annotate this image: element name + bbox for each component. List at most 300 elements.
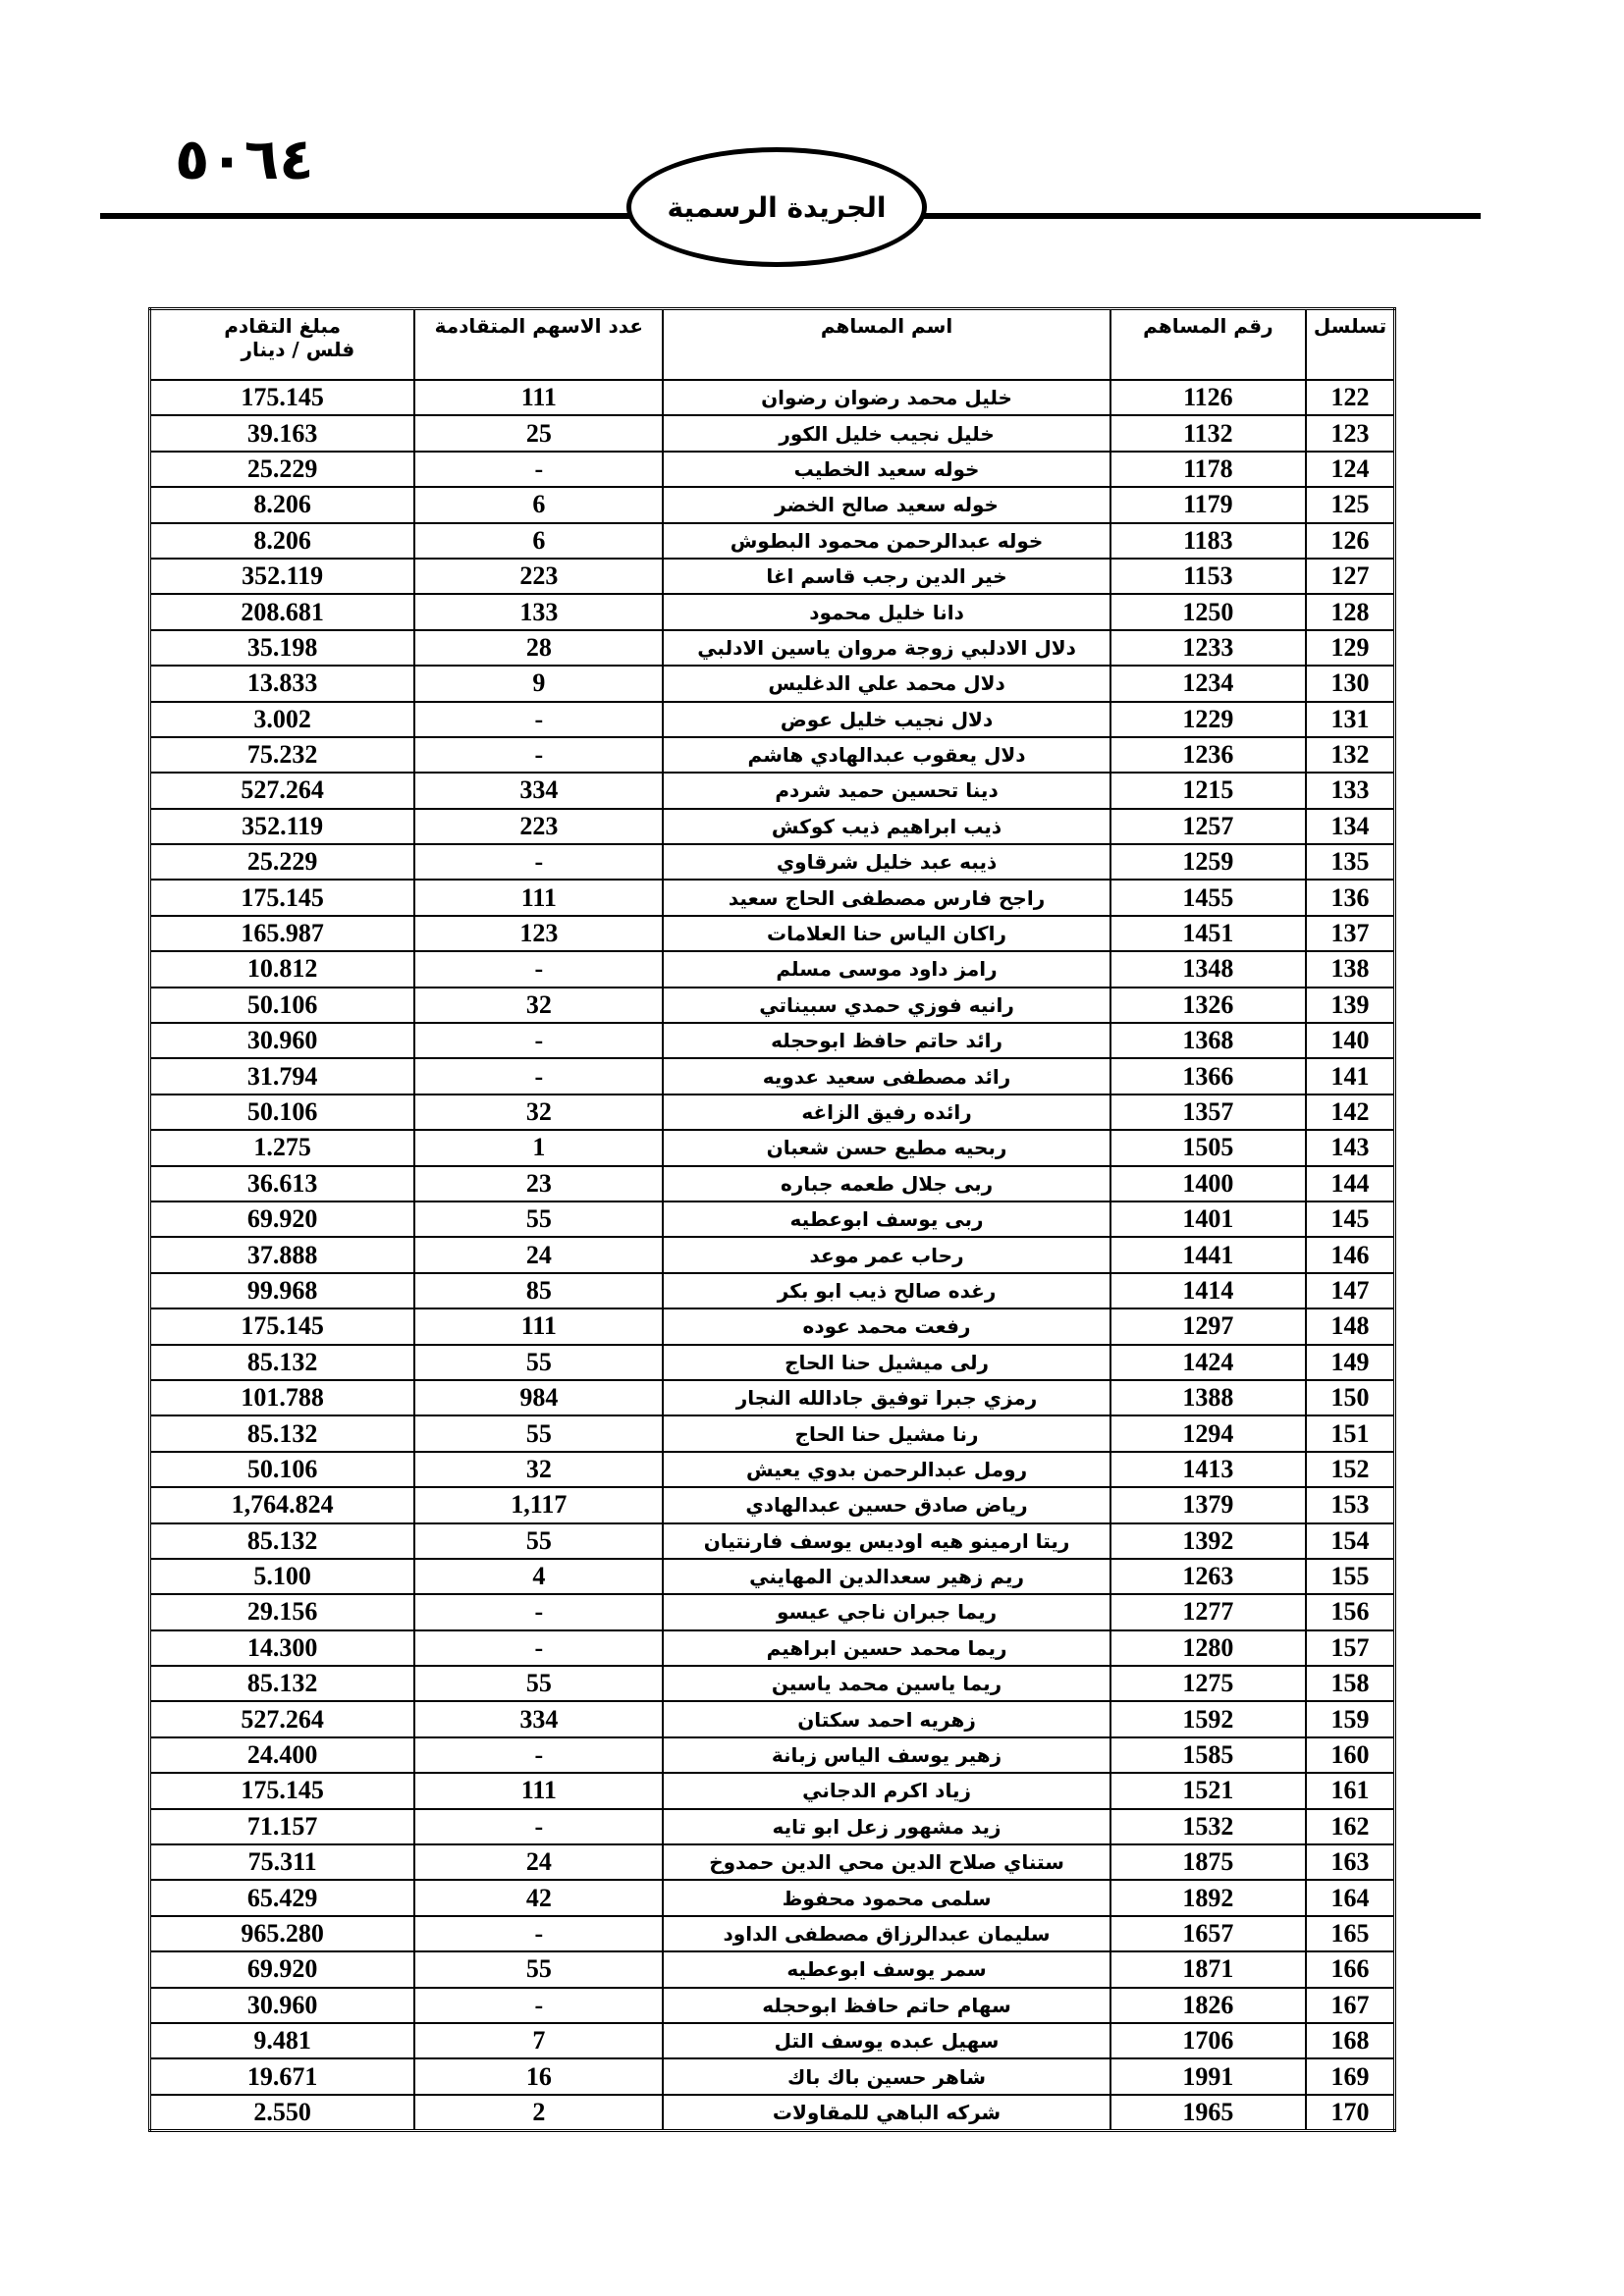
cell-shareholder-name: دينا تحسين حميد شردم (663, 773, 1110, 808)
cell-serial: 151 (1306, 1415, 1394, 1451)
cell-shareholder-number: 1153 (1110, 559, 1306, 594)
cell-shareholder-name: رمزي جبرا توفيق جادالله النجار (663, 1380, 1110, 1415)
cell-amount: 29.156 (150, 1594, 415, 1629)
cell-serial: 126 (1306, 523, 1394, 559)
table-row (150, 702, 1395, 737)
cell-amount: 30.960 (150, 1023, 415, 1058)
table-row (150, 988, 1395, 1023)
cell-shares-count: 24 (414, 1237, 663, 1272)
cell-shares-count: 133 (414, 594, 663, 629)
cell-shareholder-number: 1275 (1110, 1666, 1306, 1701)
cell-shareholder-name: سهام حاتم حافظ ابوحجله (663, 1988, 1110, 2023)
cell-shares-count: - (414, 452, 663, 487)
cell-shareholder-number: 1826 (1110, 1988, 1306, 2023)
cell-shares-count: 111 (414, 880, 663, 915)
col-shareholder-name: اسم المساهم (663, 309, 1110, 381)
table-row (150, 2095, 1395, 2131)
cell-amount: 75.311 (150, 1844, 415, 1880)
cell-shareholder-number: 1132 (1110, 415, 1306, 451)
cell-serial: 159 (1306, 1701, 1394, 1736)
cell-shares-count: - (414, 1594, 663, 1629)
cell-shareholder-name: دلال الادلبي زوجة مروان ياسين الادلبي (663, 630, 1110, 666)
col-amount (150, 309, 415, 381)
cell-serial: 163 (1306, 1844, 1394, 1880)
cell-shares-count: 984 (414, 1380, 663, 1415)
cell-shareholder-name: سليمان عبدالرزاق مصطفى الداود (663, 1916, 1110, 1951)
cell-serial: 167 (1306, 1988, 1394, 2023)
cell-amount: 30.960 (150, 1988, 415, 2023)
cell-shareholder-number: 1277 (1110, 1594, 1306, 1629)
cell-serial: 153 (1306, 1487, 1394, 1522)
col-shares-count: عدد الاسهم المتقادمة (414, 309, 663, 381)
cell-shareholder-number: 1257 (1110, 809, 1306, 844)
cell-shares-count: 223 (414, 559, 663, 594)
cell-shares-count: 32 (414, 1095, 663, 1130)
cell-shares-count: 16 (414, 2058, 663, 2094)
cell-amount: 352.119 (150, 559, 415, 594)
cell-shares-count: - (414, 951, 663, 987)
cell-serial: 131 (1306, 702, 1394, 737)
cell-amount: 965.280 (150, 1916, 415, 1951)
cell-serial: 148 (1306, 1308, 1394, 1344)
cell-amount: 5.100 (150, 1559, 415, 1594)
cell-shareholder-name: رلى ميشيل حنا الحاج (663, 1345, 1110, 1380)
cell-amount: 25.229 (150, 844, 415, 880)
table-row (150, 773, 1395, 808)
cell-shareholder-name: رامز داود موسى مسلم (663, 951, 1110, 987)
cell-shareholder-number: 1401 (1110, 1201, 1306, 1237)
cell-shareholder-number: 1991 (1110, 2058, 1306, 2094)
table-row (150, 844, 1395, 880)
cell-shareholder-number: 1233 (1110, 630, 1306, 666)
cell-shareholder-name: رغده صالح ذيب ابو بكر (663, 1273, 1110, 1308)
cell-serial: 143 (1306, 1130, 1394, 1165)
cell-shares-count: 42 (414, 1880, 663, 1915)
cell-amount: 69.920 (150, 1951, 415, 1987)
cell-shares-count: - (414, 1058, 663, 1094)
col-serial: تسلسل (1306, 309, 1394, 381)
cell-serial: 156 (1306, 1594, 1394, 1629)
cell-serial: 124 (1306, 452, 1394, 487)
cell-shareholder-number: 1532 (1110, 1809, 1306, 1844)
cell-shareholder-number: 1875 (1110, 1844, 1306, 1880)
cell-shareholder-name: ذيبه عبد خليل شرقاوي (663, 844, 1110, 880)
cell-serial: 137 (1306, 916, 1394, 951)
cell-serial: 150 (1306, 1380, 1394, 1415)
table-row (150, 951, 1395, 987)
cell-shares-count: 55 (414, 1666, 663, 1701)
table-row (150, 559, 1395, 594)
table-row (150, 1880, 1395, 1915)
cell-shareholder-name: ريما جبران ناجي عيسو (663, 1594, 1110, 1629)
cell-shareholder-number: 1892 (1110, 1880, 1306, 1915)
cell-shareholder-number: 1294 (1110, 1415, 1306, 1451)
cell-shares-count: 32 (414, 1452, 663, 1487)
cell-shares-count: 1,117 (414, 1487, 663, 1522)
cell-shareholder-number: 1400 (1110, 1166, 1306, 1201)
cell-shares-count: - (414, 737, 663, 773)
table-row (150, 1380, 1395, 1415)
cell-serial: 132 (1306, 737, 1394, 773)
cell-shareholder-number: 1234 (1110, 666, 1306, 701)
table-row (150, 1737, 1395, 1773)
cell-shareholder-name: سلمى محمود محفوظ (663, 1880, 1110, 1915)
cell-serial: 165 (1306, 1916, 1394, 1951)
cell-shares-count: 334 (414, 1701, 663, 1736)
cell-amount: 50.106 (150, 1095, 415, 1130)
cell-shareholder-name: خليل نجيب خليل الكور (663, 415, 1110, 451)
table-row (150, 1988, 1395, 2023)
cell-shareholder-name: ستناي صلاح الدين محي الدين حمدوخ (663, 1844, 1110, 1880)
cell-amount: 50.106 (150, 1452, 415, 1487)
table-row (150, 1308, 1395, 1344)
cell-shares-count: 9 (414, 666, 663, 701)
cell-amount: 85.132 (150, 1415, 415, 1451)
cell-shareholder-number: 1521 (1110, 1773, 1306, 1808)
cell-shareholder-name: ربى جلال طعمه جباره (663, 1166, 1110, 1201)
cell-shareholder-name: دلال نجيب خليل عوض (663, 702, 1110, 737)
cell-serial: 127 (1306, 559, 1394, 594)
cell-shareholder-number: 1236 (1110, 737, 1306, 773)
cell-shares-count: 111 (414, 380, 663, 415)
table-row (150, 1594, 1395, 1629)
cell-shares-count: - (414, 702, 663, 737)
cell-shareholder-name: خير الدين رجب قاسم اغا (663, 559, 1110, 594)
cell-shares-count: 7 (414, 2023, 663, 2058)
cell-shareholder-name: رائد حاتم حافظ ابوحجله (663, 1023, 1110, 1058)
table-row (150, 916, 1395, 951)
cell-shareholder-name: سهيل عبده يوسف التل (663, 2023, 1110, 2058)
cell-shares-count: 111 (414, 1773, 663, 1808)
table-row (150, 1058, 1395, 1094)
cell-shareholder-number: 1259 (1110, 844, 1306, 880)
table-row (150, 594, 1395, 629)
cell-serial: 160 (1306, 1737, 1394, 1773)
table-row (150, 1273, 1395, 1308)
cell-serial: 170 (1306, 2095, 1394, 2131)
cell-amount: 9.481 (150, 2023, 415, 2058)
col-shareholder-number: رقم المساهم (1110, 309, 1306, 381)
cell-shareholder-name: شاهر حسين باك باك (663, 2058, 1110, 2094)
cell-shareholder-number: 1229 (1110, 702, 1306, 737)
cell-amount: 175.145 (150, 380, 415, 415)
table-row (150, 1487, 1395, 1522)
cell-shares-count: 55 (414, 1201, 663, 1237)
cell-shareholder-number: 1451 (1110, 916, 1306, 951)
cell-shareholder-name: رائده رفيق الزاغه (663, 1095, 1110, 1130)
table-row (150, 1237, 1395, 1272)
table-header-row (150, 309, 1395, 381)
cell-shareholder-number: 1348 (1110, 951, 1306, 987)
table-row (150, 1130, 1395, 1165)
cell-amount: 71.157 (150, 1809, 415, 1844)
cell-shareholder-number: 1585 (1110, 1737, 1306, 1773)
cell-amount: 14.300 (150, 1630, 415, 1666)
cell-amount: 175.145 (150, 880, 415, 915)
cell-amount: 39.163 (150, 415, 415, 451)
cell-shareholder-name: ريما محمد حسين ابراهيم (663, 1630, 1110, 1666)
cell-shareholder-name: دلال يعقوب عبدالهادي هاشم (663, 737, 1110, 773)
cell-serial: 139 (1306, 988, 1394, 1023)
cell-shares-count: 55 (414, 1951, 663, 1987)
cell-shareholder-number: 1297 (1110, 1308, 1306, 1344)
cell-serial: 145 (1306, 1201, 1394, 1237)
cell-serial: 133 (1306, 773, 1394, 808)
cell-amount: 1,764.824 (150, 1487, 415, 1522)
cell-shareholder-number: 1379 (1110, 1487, 1306, 1522)
cell-shareholder-number: 1592 (1110, 1701, 1306, 1736)
cell-amount: 75.232 (150, 737, 415, 773)
cell-shares-count: 334 (414, 773, 663, 808)
cell-shareholder-number: 1871 (1110, 1951, 1306, 1987)
cell-amount: 50.106 (150, 988, 415, 1023)
cell-shareholder-name: زهريه احمد سكتان (663, 1701, 1110, 1736)
cell-shareholder-name: خوله سعيد الخطيب (663, 452, 1110, 487)
cell-shareholder-number: 1357 (1110, 1095, 1306, 1130)
cell-serial: 147 (1306, 1273, 1394, 1308)
cell-serial: 142 (1306, 1095, 1394, 1130)
cell-shareholder-number: 1178 (1110, 452, 1306, 487)
cell-serial: 157 (1306, 1630, 1394, 1666)
table-row (150, 1559, 1395, 1594)
gazette-title-oval (626, 147, 927, 267)
cell-shares-count: 28 (414, 630, 663, 666)
cell-serial: 146 (1306, 1237, 1394, 1272)
cell-shareholder-number: 1280 (1110, 1630, 1306, 1666)
cell-shareholder-name: دلال محمد علي الدغليس (663, 666, 1110, 701)
cell-shareholder-number: 1366 (1110, 1058, 1306, 1094)
table-row (150, 809, 1395, 844)
cell-serial: 129 (1306, 630, 1394, 666)
cell-amount: 85.132 (150, 1345, 415, 1380)
cell-serial: 168 (1306, 2023, 1394, 2058)
cell-shareholder-name: زياد اكرم الدجاني (663, 1773, 1110, 1808)
cell-serial: 166 (1306, 1951, 1394, 1987)
cell-shares-count: 6 (414, 523, 663, 559)
cell-serial: 158 (1306, 1666, 1394, 1701)
table-row (150, 1345, 1395, 1380)
table-body (150, 380, 1395, 2131)
cell-amount: 527.264 (150, 773, 415, 808)
cell-shares-count: 55 (414, 1523, 663, 1559)
table-row (150, 380, 1395, 415)
cell-serial: 162 (1306, 1809, 1394, 1844)
cell-shareholder-name: خليل محمد رضوان رضوان (663, 380, 1110, 415)
cell-amount: 101.788 (150, 1380, 415, 1415)
cell-shareholder-number: 1455 (1110, 880, 1306, 915)
cell-serial: 134 (1306, 809, 1394, 844)
cell-serial: 122 (1306, 380, 1394, 415)
cell-amount: 2.550 (150, 2095, 415, 2131)
table-row (150, 1809, 1395, 1844)
cell-shares-count: - (414, 1988, 663, 2023)
cell-shares-count: 6 (414, 487, 663, 522)
cell-serial: 140 (1306, 1023, 1394, 1058)
cell-shareholder-name: ربى يوسف ابوعطيه (663, 1201, 1110, 1237)
cell-shareholder-name: رفعت محمد عوده (663, 1308, 1110, 1344)
cell-serial: 128 (1306, 594, 1394, 629)
cell-amount: 1.275 (150, 1130, 415, 1165)
cell-shareholder-name: ربحيه مطيع حسن شعبان (663, 1130, 1110, 1165)
cell-shares-count: 55 (414, 1415, 663, 1451)
table-row (150, 630, 1395, 666)
cell-shareholder-name: ريم زهير سعدالدين المهايني (663, 1559, 1110, 1594)
cell-amount: 99.968 (150, 1273, 415, 1308)
cell-serial: 144 (1306, 1166, 1394, 1201)
col-amount-label: مبلغ التقادم (224, 314, 341, 338)
cell-amount: 37.888 (150, 1237, 415, 1272)
cell-shares-count: 4 (414, 1559, 663, 1594)
cell-amount: 31.794 (150, 1058, 415, 1094)
cell-amount: 8.206 (150, 523, 415, 559)
cell-amount: 85.132 (150, 1523, 415, 1559)
cell-shareholder-number: 1657 (1110, 1916, 1306, 1951)
table-row (150, 1951, 1395, 1987)
cell-shareholder-name: راكان الياس حنا العلامات (663, 916, 1110, 951)
cell-shareholder-number: 1392 (1110, 1523, 1306, 1559)
cell-serial: 141 (1306, 1058, 1394, 1094)
cell-shares-count: 32 (414, 988, 663, 1023)
cell-shares-count: - (414, 1630, 663, 1666)
col-amount-unit: فلس / دينار (241, 338, 355, 361)
cell-shareholder-name: رومل عبدالرحمن بدوي يعيش (663, 1452, 1110, 1487)
cell-shareholder-name: ذيب ابراهيم ذيب كوكش (663, 809, 1110, 844)
table-row (150, 1701, 1395, 1736)
cell-shareholder-name: ريما ياسين محمد ياسين (663, 1666, 1110, 1701)
table-row (150, 487, 1395, 522)
cell-amount: 13.833 (150, 666, 415, 701)
cell-shareholder-name: رنا مشيل حنا الحاج (663, 1415, 1110, 1451)
table-row (150, 1095, 1395, 1130)
table-row (150, 1452, 1395, 1487)
cell-amount: 175.145 (150, 1773, 415, 1808)
table-row (150, 1630, 1395, 1666)
cell-amount: 8.206 (150, 487, 415, 522)
gazette-title: الجريدة الرسمية (667, 190, 887, 224)
cell-shareholder-number: 1414 (1110, 1273, 1306, 1308)
cell-shares-count: 223 (414, 809, 663, 844)
table-row (150, 415, 1395, 451)
table-row (150, 2023, 1395, 2058)
cell-shares-count: - (414, 1737, 663, 1773)
cell-amount: 24.400 (150, 1737, 415, 1773)
table-row (150, 1201, 1395, 1237)
cell-shareholder-name: زيد مشهور زعل ابو تايه (663, 1809, 1110, 1844)
cell-shareholder-number: 1263 (1110, 1559, 1306, 1594)
cell-shareholder-number: 1505 (1110, 1130, 1306, 1165)
cell-amount: 25.229 (150, 452, 415, 487)
cell-shareholder-name: خوله سعيد صالح الخضر (663, 487, 1110, 522)
cell-shares-count: - (414, 1809, 663, 1844)
cell-serial: 161 (1306, 1773, 1394, 1808)
cell-serial: 149 (1306, 1345, 1394, 1380)
cell-shareholder-name: رانيه فوزي حمدي سبيناتي (663, 988, 1110, 1023)
table-row (150, 1415, 1395, 1451)
cell-amount: 175.145 (150, 1308, 415, 1344)
table-row (150, 880, 1395, 915)
table-row (150, 737, 1395, 773)
cell-shares-count: 111 (414, 1308, 663, 1344)
cell-serial: 130 (1306, 666, 1394, 701)
cell-amount: 85.132 (150, 1666, 415, 1701)
cell-serial: 136 (1306, 880, 1394, 915)
cell-serial: 154 (1306, 1523, 1394, 1559)
cell-shareholder-name: زهير يوسف الياس زبانة (663, 1737, 1110, 1773)
cell-shares-count: - (414, 844, 663, 880)
cell-serial: 152 (1306, 1452, 1394, 1487)
cell-amount: 35.198 (150, 630, 415, 666)
cell-amount: 208.681 (150, 594, 415, 629)
cell-shareholder-name: دانا خليل محمود (663, 594, 1110, 629)
table-row (150, 523, 1395, 559)
cell-shares-count: 25 (414, 415, 663, 451)
table-row (150, 452, 1395, 487)
cell-shares-count: 85 (414, 1273, 663, 1308)
cell-shareholder-number: 1424 (1110, 1345, 1306, 1380)
cell-shareholder-number: 1965 (1110, 2095, 1306, 2131)
table-row (150, 2058, 1395, 2094)
cell-amount: 3.002 (150, 702, 415, 737)
cell-amount: 69.920 (150, 1201, 415, 1237)
cell-shareholder-number: 1215 (1110, 773, 1306, 808)
cell-shareholder-number: 1179 (1110, 487, 1306, 522)
cell-serial: 164 (1306, 1880, 1394, 1915)
table-row (150, 666, 1395, 701)
cell-shareholder-name: ريتا ارمينو هيه اوديس يوسف فارنتيان (663, 1523, 1110, 1559)
shareholders-table (148, 307, 1396, 2132)
cell-shareholder-name: رحاب عمر موعد (663, 1237, 1110, 1272)
cell-serial: 138 (1306, 951, 1394, 987)
table-row (150, 1166, 1395, 1201)
cell-shareholder-name: رياض صادق حسين عبدالهادي (663, 1487, 1110, 1522)
cell-shareholder-name: سمر يوسف ابوعطيه (663, 1951, 1110, 1987)
table-row (150, 1844, 1395, 1880)
table-row (150, 1023, 1395, 1058)
cell-shareholder-number: 1706 (1110, 2023, 1306, 2058)
cell-amount: 527.264 (150, 1701, 415, 1736)
cell-shareholder-name: خوله عبدالرحمن محمود البطوش (663, 523, 1110, 559)
cell-serial: 155 (1306, 1559, 1394, 1594)
cell-shareholder-number: 1326 (1110, 988, 1306, 1023)
table-row (150, 1916, 1395, 1951)
table-row (150, 1666, 1395, 1701)
cell-shares-count: 1 (414, 1130, 663, 1165)
cell-amount: 352.119 (150, 809, 415, 844)
cell-amount: 10.812 (150, 951, 415, 987)
cell-amount: 165.987 (150, 916, 415, 951)
cell-shares-count: - (414, 1916, 663, 1951)
cell-amount: 36.613 (150, 1166, 415, 1201)
cell-shares-count: - (414, 1023, 663, 1058)
page-number: ٥٠٦٤ (175, 126, 314, 192)
cell-shares-count: 55 (414, 1345, 663, 1380)
cell-serial: 123 (1306, 415, 1394, 451)
cell-serial: 169 (1306, 2058, 1394, 2094)
cell-shares-count: 2 (414, 2095, 663, 2131)
cell-shareholder-number: 1250 (1110, 594, 1306, 629)
cell-amount: 65.429 (150, 1880, 415, 1915)
cell-shareholder-number: 1183 (1110, 523, 1306, 559)
cell-shares-count: 23 (414, 1166, 663, 1201)
cell-serial: 135 (1306, 844, 1394, 880)
cell-serial: 125 (1306, 487, 1394, 522)
cell-amount: 19.671 (150, 2058, 415, 2094)
cell-shareholder-number: 1388 (1110, 1380, 1306, 1415)
cell-shareholder-number: 1413 (1110, 1452, 1306, 1487)
cell-shareholder-number: 1441 (1110, 1237, 1306, 1272)
cell-shareholder-number: 1126 (1110, 380, 1306, 415)
cell-shares-count: 24 (414, 1844, 663, 1880)
